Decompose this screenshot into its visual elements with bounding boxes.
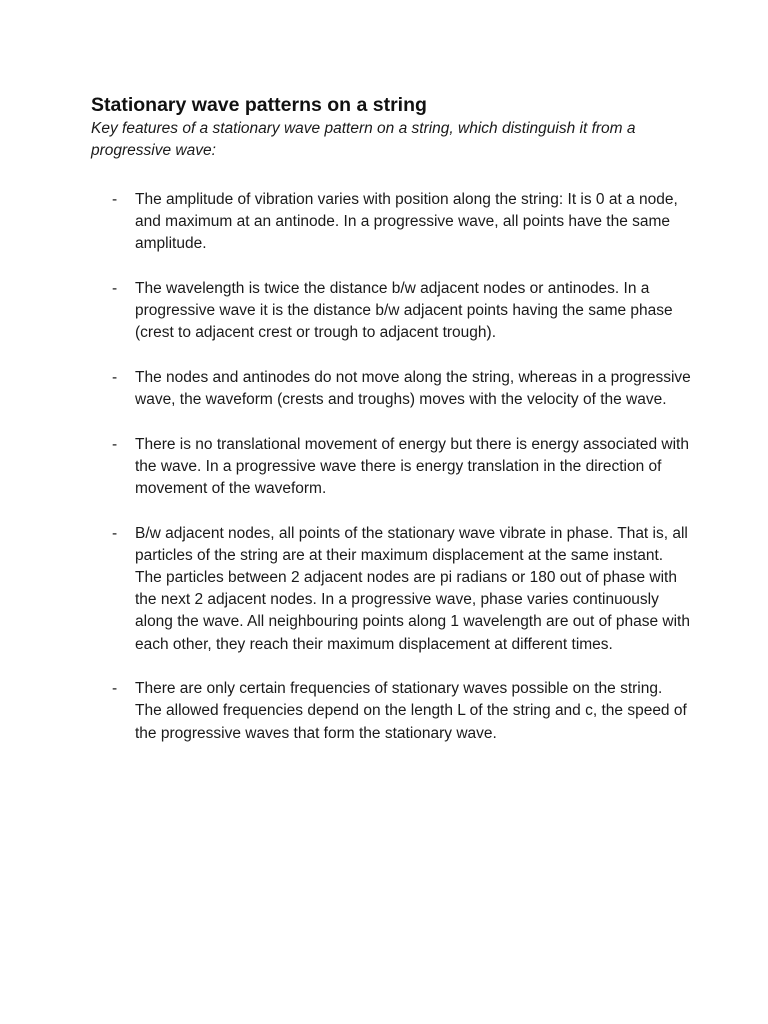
list-item-text: B/w adjacent nodes, all points of the stationary wave vibrate in phase. That is, all particles of the string are at their maximum displacement at the same instant. The particles between 2 adjacent nodes are pi radians or 180 out of phase with the next 2 adjacent nodes. In a progressive wave, phase varies continuously along the wave. All neighbouring points along 1 wavelength are out of phase with each other, they reach their maximum displacement at different times. <box>135 524 690 653</box>
document-page <box>91 92 691 767</box>
list-item-text: There is no translational movement of energy but there is energy associated with the wave. In a progressive wave there is energy translation in the direction of movement of the waveform. <box>135 435 689 498</box>
bullet-marker: - <box>112 190 118 208</box>
document-subtitle: Key features of a stationary wave pattern on a string, which distinguish it from a progressive wave: <box>91 120 636 160</box>
list-item <box>91 678 691 745</box>
bullet-marker: - <box>112 524 118 542</box>
bullet-marker: - <box>112 435 118 453</box>
list-item <box>91 367 691 411</box>
bullet-marker: - <box>112 279 118 297</box>
key-features-list <box>91 189 691 745</box>
list-item <box>91 434 691 501</box>
list-item-text: The wavelength is twice the distance b/w adjacent nodes or antinodes. In a progressive wave it is the distance b/w adjacent points having the same phase (crest to adjacent crest or trough to adjacent trough). <box>135 279 673 342</box>
bullet-marker: - <box>112 368 118 386</box>
list-item <box>91 278 691 345</box>
bullet-marker: - <box>112 680 118 698</box>
list-item-text: The amplitude of vibration varies with position along the string: It is 0 at a node, and maximum at an antinode. In a progressive wave, all points have the same amplitude. <box>135 190 678 253</box>
list-item <box>91 523 691 656</box>
list-item-text: The nodes and antinodes do not move along the string, whereas in a progressive wave, the waveform (crests and troughs) moves with the velocity of the wave. <box>135 368 691 409</box>
list-item <box>91 189 691 256</box>
document-title: Stationary wave patterns on a string <box>91 94 427 116</box>
list-item-text: There are only certain frequencies of stationary waves possible on the string. The allowed frequencies depend on the length L of the string and c, the speed of the progressive waves that form the stationary wave. <box>135 680 687 742</box>
